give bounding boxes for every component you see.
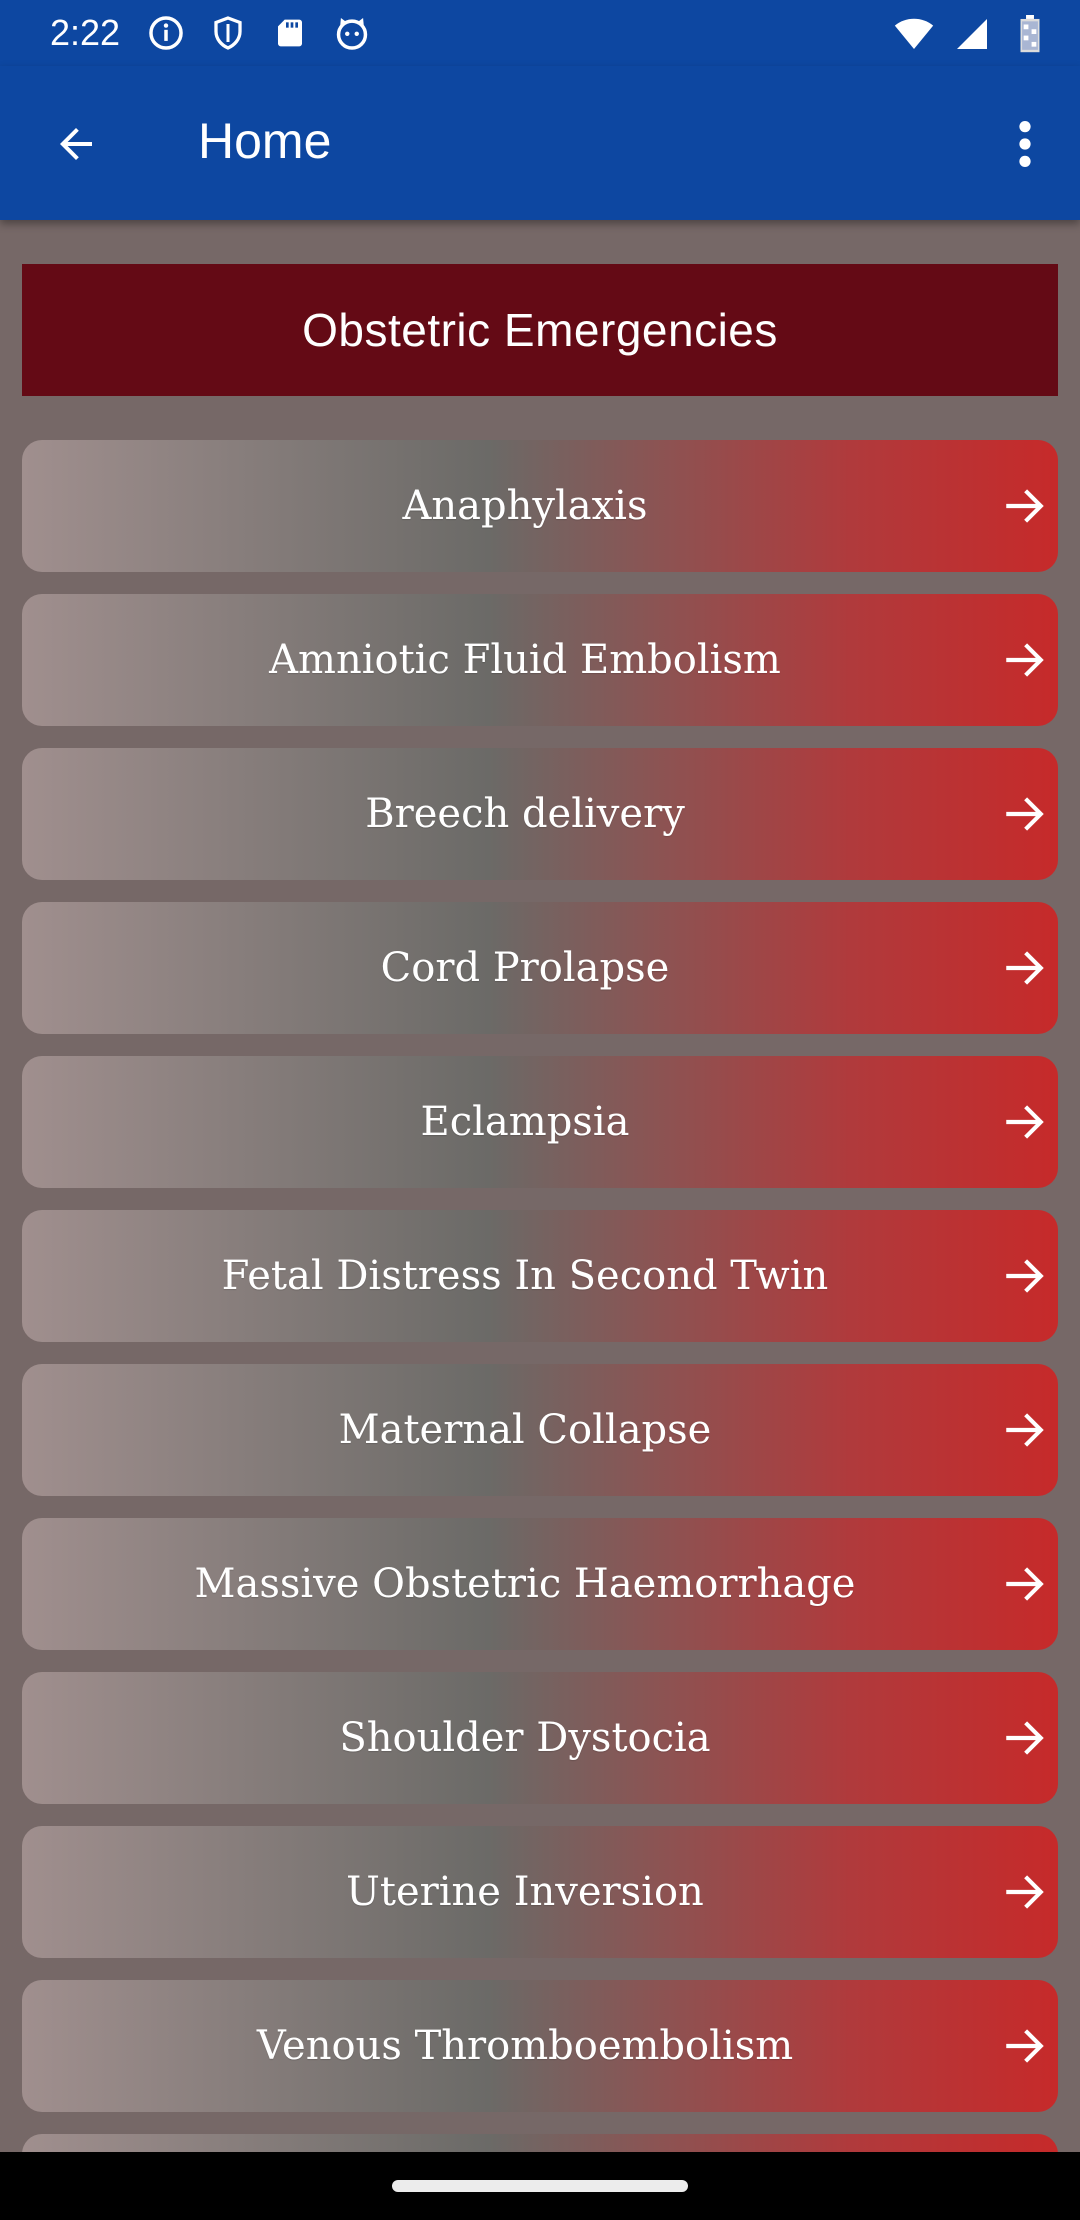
list-item-breech-delivery[interactable] xyxy=(22,748,1058,880)
arrow-forward-icon xyxy=(1000,1867,1050,1917)
list-item-anaphylaxis[interactable] xyxy=(22,440,1058,572)
list-item-label: Massive Obstetric Haemorrhage xyxy=(194,1561,856,1607)
app-bar xyxy=(0,66,1080,220)
back-button[interactable] xyxy=(36,111,116,177)
status-time: 2:22 xyxy=(50,12,121,53)
arrow-forward-icon xyxy=(1000,1097,1050,1147)
page-title: Home xyxy=(198,113,332,169)
arrow-forward-icon xyxy=(1000,2021,1050,2071)
arrow-forward-icon xyxy=(1000,943,1050,993)
home-gesture-pill[interactable] xyxy=(392,2180,688,2192)
system-nav-bar xyxy=(0,2152,1080,2220)
arrow-back-icon xyxy=(52,120,100,168)
section-header: Obstetric Emergencies xyxy=(22,264,1058,396)
list-item-label: Venous Thromboembolism xyxy=(256,2023,794,2069)
list-item-label: Cord Prolapse xyxy=(380,945,670,991)
list-item-label: Eclampsia xyxy=(420,1099,630,1145)
arrow-forward-icon xyxy=(1000,1713,1050,1763)
list-item-label: Uterine Inversion xyxy=(346,1869,704,1915)
list-item-label: Maternal Collapse xyxy=(338,1407,712,1453)
emergency-list xyxy=(22,440,1058,2152)
list-item-shoulder-dystocia[interactable] xyxy=(22,1672,1058,1804)
arrow-forward-icon xyxy=(1000,635,1050,685)
content-area[interactable] xyxy=(0,220,1080,2152)
list-item-label: Amniotic Fluid Embolism xyxy=(269,637,781,683)
list-item-eclampsia[interactable] xyxy=(22,1056,1058,1188)
list-item-maternal-collapse[interactable] xyxy=(22,1364,1058,1496)
sd-card-icon xyxy=(270,13,310,53)
shield-icon xyxy=(208,13,248,53)
list-item-cord-prolapse[interactable] xyxy=(22,902,1058,1034)
list-item-label: Anaphylaxis xyxy=(402,483,648,529)
arrow-forward-icon xyxy=(1000,481,1050,531)
list-item-massive-obstetric-haemorrhage[interactable] xyxy=(22,1518,1058,1650)
status-icons-right xyxy=(894,14,1050,54)
list-item-label: Breech delivery xyxy=(365,791,685,837)
more-vert-icon xyxy=(1015,118,1035,170)
list-item-fetal-distress[interactable] xyxy=(22,1210,1058,1342)
arrow-forward-icon xyxy=(1000,1405,1050,1455)
list-item-label: Fetal Distress In Second Twin xyxy=(221,1253,829,1299)
signal-icon xyxy=(952,14,992,54)
status-bar xyxy=(0,0,1080,66)
arrow-forward-icon xyxy=(1000,1251,1050,1301)
arrow-forward-icon xyxy=(1000,1559,1050,1609)
battery-icon xyxy=(1010,14,1050,54)
cat-icon xyxy=(332,13,372,53)
wifi-icon xyxy=(894,14,934,54)
info-icon xyxy=(146,13,186,53)
arrow-forward-icon xyxy=(1000,789,1050,839)
list-item-venous-thromboembolism[interactable] xyxy=(22,1980,1058,2112)
list-item-amniotic-fluid-embolism[interactable] xyxy=(22,594,1058,726)
list-item-uterine-inversion[interactable] xyxy=(22,1826,1058,1958)
overflow-menu-button[interactable] xyxy=(990,106,1060,182)
list-item-label: Shoulder Dystocia xyxy=(339,1715,711,1761)
status-icons-left xyxy=(146,13,372,53)
list-item-partial[interactable] xyxy=(22,2134,1058,2152)
